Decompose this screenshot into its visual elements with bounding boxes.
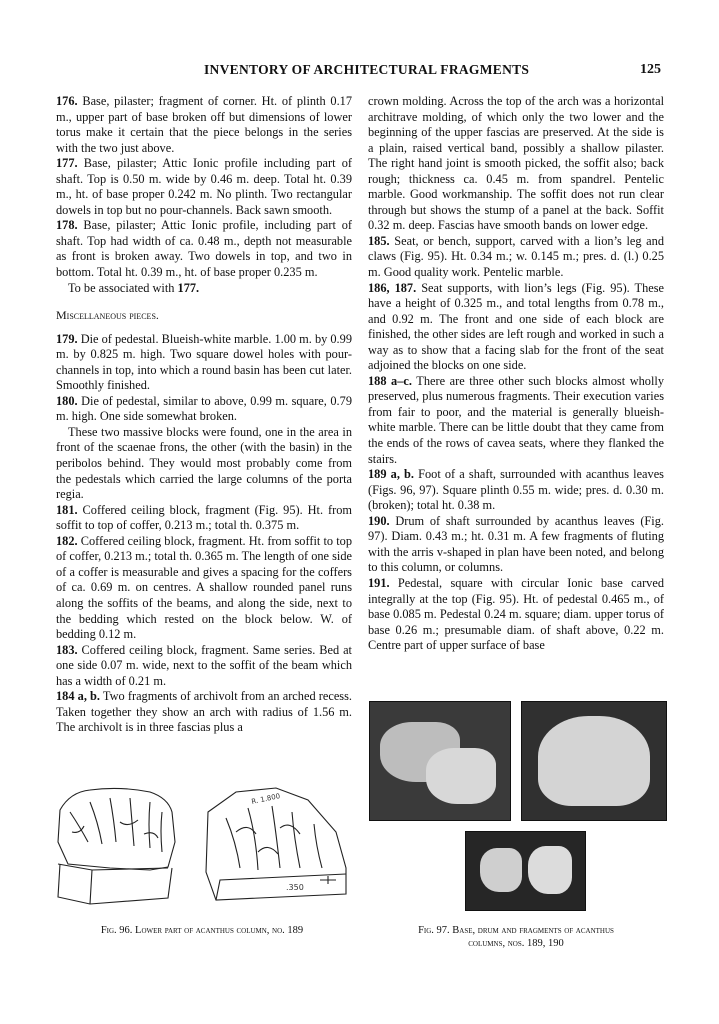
entry-text: Coffered ceiling block, fragment. Ht. from soffit to top of coffer, 0.213 m.; total th. 0.365 m. The length of one side of a coffer is measurable and gives a spacing for the coffers of ca. 0.69 m. on centres. A shallow rounded panel runs along the soffits of the beams, and along the side, next to the bedding which rested on the block below. W. of bedding 0.12 m.	[56, 533, 352, 642]
entry-176	[56, 94, 352, 156]
drawing-dimension-label: .350	[286, 883, 304, 892]
fig97-photo-3	[465, 831, 586, 911]
paragraph-massive-blocks: These two massive blocks were found, one in the area in front of the scaenae frons, the other (with the basin) in the peribolos behind. They would most probably come from the pedestals which carried the large columns of the porta regia.	[56, 424, 352, 502]
entry-text: Drum of shaft surrounded by acanthus leaves (Fig. 97). Diam. 0.43 m.; ht. 0.31 m. A few fragments of fluting with the arris v-shaped in plan have been noted, and belong to this column, or columns.	[368, 513, 664, 575]
entry-178	[56, 218, 352, 280]
entry-number: 185.	[368, 233, 390, 248]
right-column	[368, 94, 664, 654]
running-header	[56, 62, 661, 82]
entry-number: 180.	[56, 393, 78, 408]
entry-text: Base, pilaster; fragment of corner. Ht. of plinth 0.17 m., upper part of base broken off but dimensions of lower torus make it certain that the piece belongs in the series with the two just above.	[56, 94, 352, 155]
entry-text: Die of pedestal. Blueish-white marble. 1.00 m. by 0.99 m. by 0.825 m. high. Two square dowel holes with pour-channels in top, into which a round basin has been cut later. Smoothly finished.	[56, 331, 352, 393]
entry-177	[56, 156, 352, 218]
entry-number: 186, 187.	[368, 280, 417, 295]
entry-text: Coffered ceiling block, fragment (Fig. 95). Ht. from soffit to top of coffer, 0.213 m.; total th. 0.375 m.	[56, 502, 352, 533]
fig97-caption	[368, 924, 664, 950]
entry-text: Coffered ceiling block, fragment. Same series. Bed at one side 0.07 m. wide, next to the soffit of the beam which has a width of 0.21 m.	[56, 642, 352, 688]
entry-190	[368, 514, 664, 576]
entry-text: Seat supports, with lion’s legs (Fig. 95). These have a height of 0.325 m., and total lengths from 0.78 m., and 0.92 m. The front and one side of each block are finished, the other sides are left rough and worked in such a way as to show that a facing slab for the front of the seat adjoined the blocks on one side.	[368, 280, 665, 373]
entry-number: 188 a–c.	[368, 373, 412, 388]
fig96-drawing-left	[50, 772, 190, 912]
fig97-photo-2	[521, 701, 667, 821]
fig96-drawing-right	[196, 772, 356, 912]
entry-text: There are three other such blocks almost wholly preserved, plus numerous fragments. Their execution varies from fair to poor, and the material is generally blueish-white marble. There can be little doubt that they came from the ends of the rows of cavea seats, where they flanked the stairs.	[368, 373, 664, 466]
entry-179	[56, 332, 352, 394]
entry-number: 190.	[368, 513, 390, 528]
entry-188	[368, 374, 664, 467]
entry-text: Die of pedestal, similar to above, 0.99 m. square, 0.79 m. high. One side somewhat broken.	[56, 393, 352, 424]
entry-text: Pedestal, square with circular Ionic base carved integrally at the top (Fig. 95). Ht. of pedestal 0.465 m., of base 0.085 m. Pedestal 0.24 m. square; diam. upper torus of base 0.26 m.; presumable diam. of shaft above, 0.22 m. Centre part of upper surface of base	[368, 575, 664, 653]
entry-text: Base, pilaster; Attic Ionic profile, including part of shaft. Top had width of ca. 0.48 m., depth not measurable as front is broken away. Two dowels in top, and two in bottom. Total ht. 0.39 m., ht. of base proper 0.235 m.	[56, 218, 352, 280]
entry-number: 176.	[56, 94, 78, 108]
entry-184	[56, 689, 352, 736]
note-number: 177.	[177, 280, 200, 295]
entry-text: Foot of a shaft, surrounded with acanthus leaves (Figs. 96, 97). Square plinth 0.55 m. wide; pres. d. 0.30 m. (broken); total ht. 0.38 m.	[368, 467, 664, 513]
note-text: To be associated with	[68, 280, 178, 295]
entry-191	[368, 576, 664, 654]
entry-number: 182.	[56, 533, 78, 548]
fig97-photo-1	[369, 701, 511, 821]
association-note	[56, 281, 352, 297]
entry-189	[368, 467, 664, 514]
page-number: 125	[640, 62, 661, 77]
entry-number: 178.	[56, 218, 78, 233]
entry-183	[56, 643, 352, 690]
entry-number: 181.	[56, 502, 78, 517]
entry-number: 183.	[56, 642, 78, 657]
entry-number: 177.	[56, 156, 78, 171]
left-column	[56, 94, 352, 736]
entry-text: Two fragments of archivolt from an arched recess. Taken together they show an arch with radius of 1.56 m. The archivolt is in three fascias plus a	[56, 689, 352, 735]
drawing-radius-label: R. 1.800	[250, 792, 281, 806]
fig97-caption-line-2: columns, nos. 189, 190	[468, 938, 564, 949]
entry-185	[368, 234, 664, 281]
section-heading: Miscellaneous pieces.	[56, 308, 159, 323]
entry-180	[56, 394, 352, 425]
fig96-caption: Fig. 96. Lower part of acanthus column, no. 189	[100, 925, 304, 936]
fig97-caption-line-1: Fig. 97. Base, drum and fragments of acanthus	[418, 925, 614, 936]
entry-text: Seat, or bench, support, carved with a lion’s leg and claws (Fig. 95). Ht. 0.34 m.; w. 0.145 m.; pres. d. (l.) 0.25 m. Good quality work. Pentelic marble.	[368, 233, 664, 280]
header-title: INVENTORY OF ARCHITECTURAL FRAGMENTS	[204, 62, 530, 77]
entry-182	[56, 534, 352, 643]
entry-181	[56, 503, 352, 534]
entry-text: Base, pilaster; Attic Ionic profile including part of shaft. Top is 0.50 m. wide by 0.46 m. deep. Total ht. 0.39 m., ht. of base proper 0.242 m. No plinth. Two rectangular dowels in top but no pour-channels. Back sawn smooth.	[56, 156, 352, 217]
entry-number: 179.	[56, 331, 78, 346]
entry-number: 189 a, b.	[368, 467, 414, 482]
entry-number: 184 a, b.	[56, 689, 101, 704]
entry-184-continued: crown molding. Across the top of the arch was a horizontal architrave molding, of which only the two lower and the beginning of the upper fascias are preserved. At the side is a plain, raised vertical band, possibly a shallow pilaster. The right hand joint is smooth picked, the soffit also; back rough; thickness ca. 0.45 m. from spandrel. Pentelic marble. Good workmanship. The soffit does not run clear through but shows the stump of a panel at the back. Soffit 0.32 m. deep. Fascias have smooth bands on lower edge.	[368, 94, 664, 233]
entry-number: 191.	[368, 575, 390, 590]
entry-186-187	[368, 281, 664, 374]
